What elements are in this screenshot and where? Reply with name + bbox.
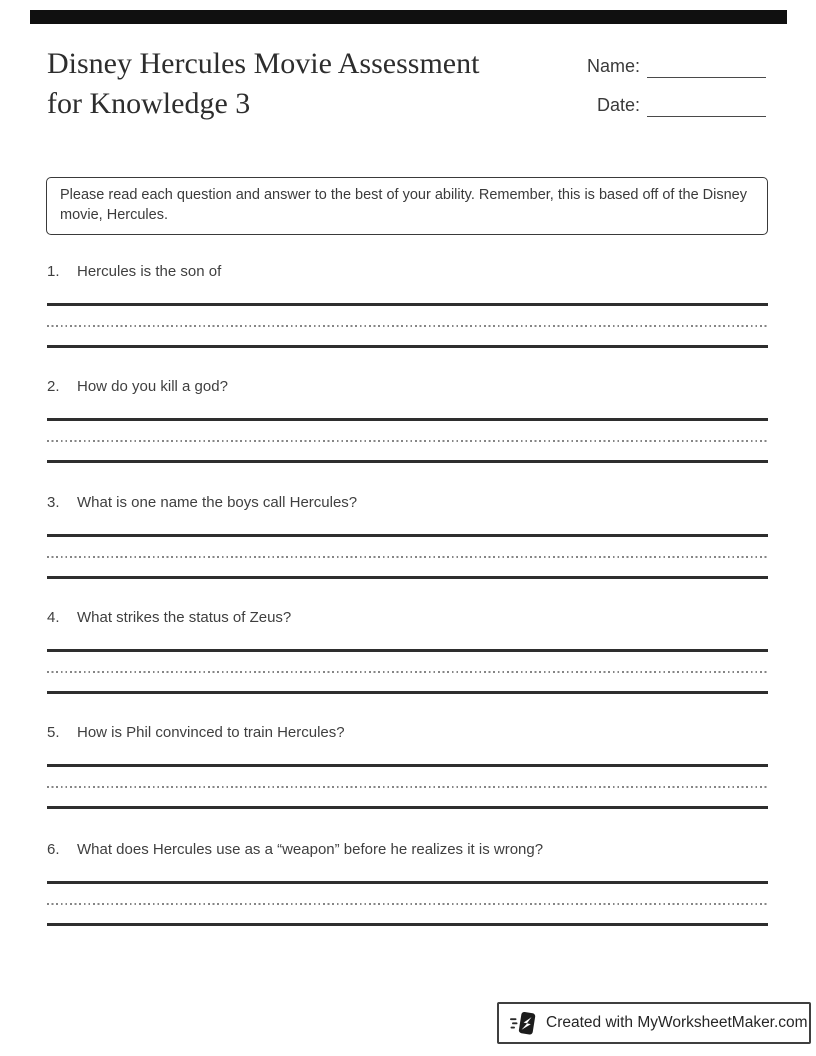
answer-line-dotted [47, 440, 768, 442]
question-item-1 [47, 262, 768, 350]
answer-line-solid [47, 460, 768, 463]
top-rule-bar [30, 10, 787, 24]
question-item-4 [47, 608, 768, 696]
page-title [47, 44, 587, 124]
answer-line-dotted [47, 903, 768, 905]
answer-line-solid [47, 881, 768, 884]
question-text: What strikes the status of Zeus? [77, 609, 292, 626]
worksheetmaker-logo-icon [510, 1010, 537, 1037]
question-row [47, 723, 768, 743]
question-text: What does Hercules use as a “weapon” before he realizes it is wrong? [77, 841, 544, 858]
question-text: What is one name the boys call Hercules? [77, 494, 358, 511]
question-row [47, 608, 768, 628]
date-blank-line [647, 93, 766, 117]
question-number: 5. [47, 724, 60, 741]
page-title-line-2: for Knowledge 3 [47, 87, 251, 120]
question-row [47, 493, 768, 513]
answer-line-solid [47, 345, 768, 348]
name-date-block [587, 50, 766, 117]
name-label: Name: [586, 56, 640, 76]
answer-line-solid [47, 576, 768, 579]
question-number: 4. [47, 609, 60, 626]
answer-line-solid [47, 534, 768, 537]
answer-line-dotted [47, 671, 768, 673]
question-row [47, 840, 768, 860]
name-row [587, 50, 766, 78]
instruction-text: Please read each question and answer to the best of your ability. Remember, this is based off of the Disney movie, Hercules. [60, 187, 747, 223]
answer-line-solid [47, 418, 768, 421]
answer-line-solid [47, 764, 768, 767]
question-item-2 [47, 377, 768, 465]
question-number: 3. [47, 494, 60, 511]
instruction-box [46, 177, 768, 235]
question-text: Hercules is the son of [77, 263, 222, 280]
answer-line-solid [47, 923, 768, 926]
footer-badge[interactable] [497, 1002, 811, 1044]
question-item-6 [47, 840, 768, 928]
answer-line-dotted [47, 325, 768, 327]
answer-line-dotted [47, 786, 768, 788]
question-row [47, 262, 768, 282]
answer-line-solid [47, 806, 768, 809]
question-item-5 [47, 723, 768, 811]
date-row [587, 89, 766, 117]
answer-line-solid [47, 649, 768, 652]
question-number: 2. [47, 378, 60, 395]
answer-line-solid [47, 303, 768, 306]
question-number: 1. [47, 263, 60, 280]
page-title-line-1: Disney Hercules Movie Assessment [47, 47, 480, 80]
answer-line-solid [47, 691, 768, 694]
question-row [47, 377, 768, 397]
name-blank-line [647, 54, 766, 78]
question-item-3 [47, 493, 768, 581]
question-number: 6. [47, 841, 60, 858]
footer-credit-text: Created with MyWorksheetMaker.com [546, 1014, 808, 1031]
question-text: How do you kill a god? [77, 378, 228, 395]
question-text: How is Phil convinced to train Hercules? [77, 724, 345, 741]
date-label: Date: [596, 95, 640, 115]
answer-line-dotted [47, 556, 768, 558]
